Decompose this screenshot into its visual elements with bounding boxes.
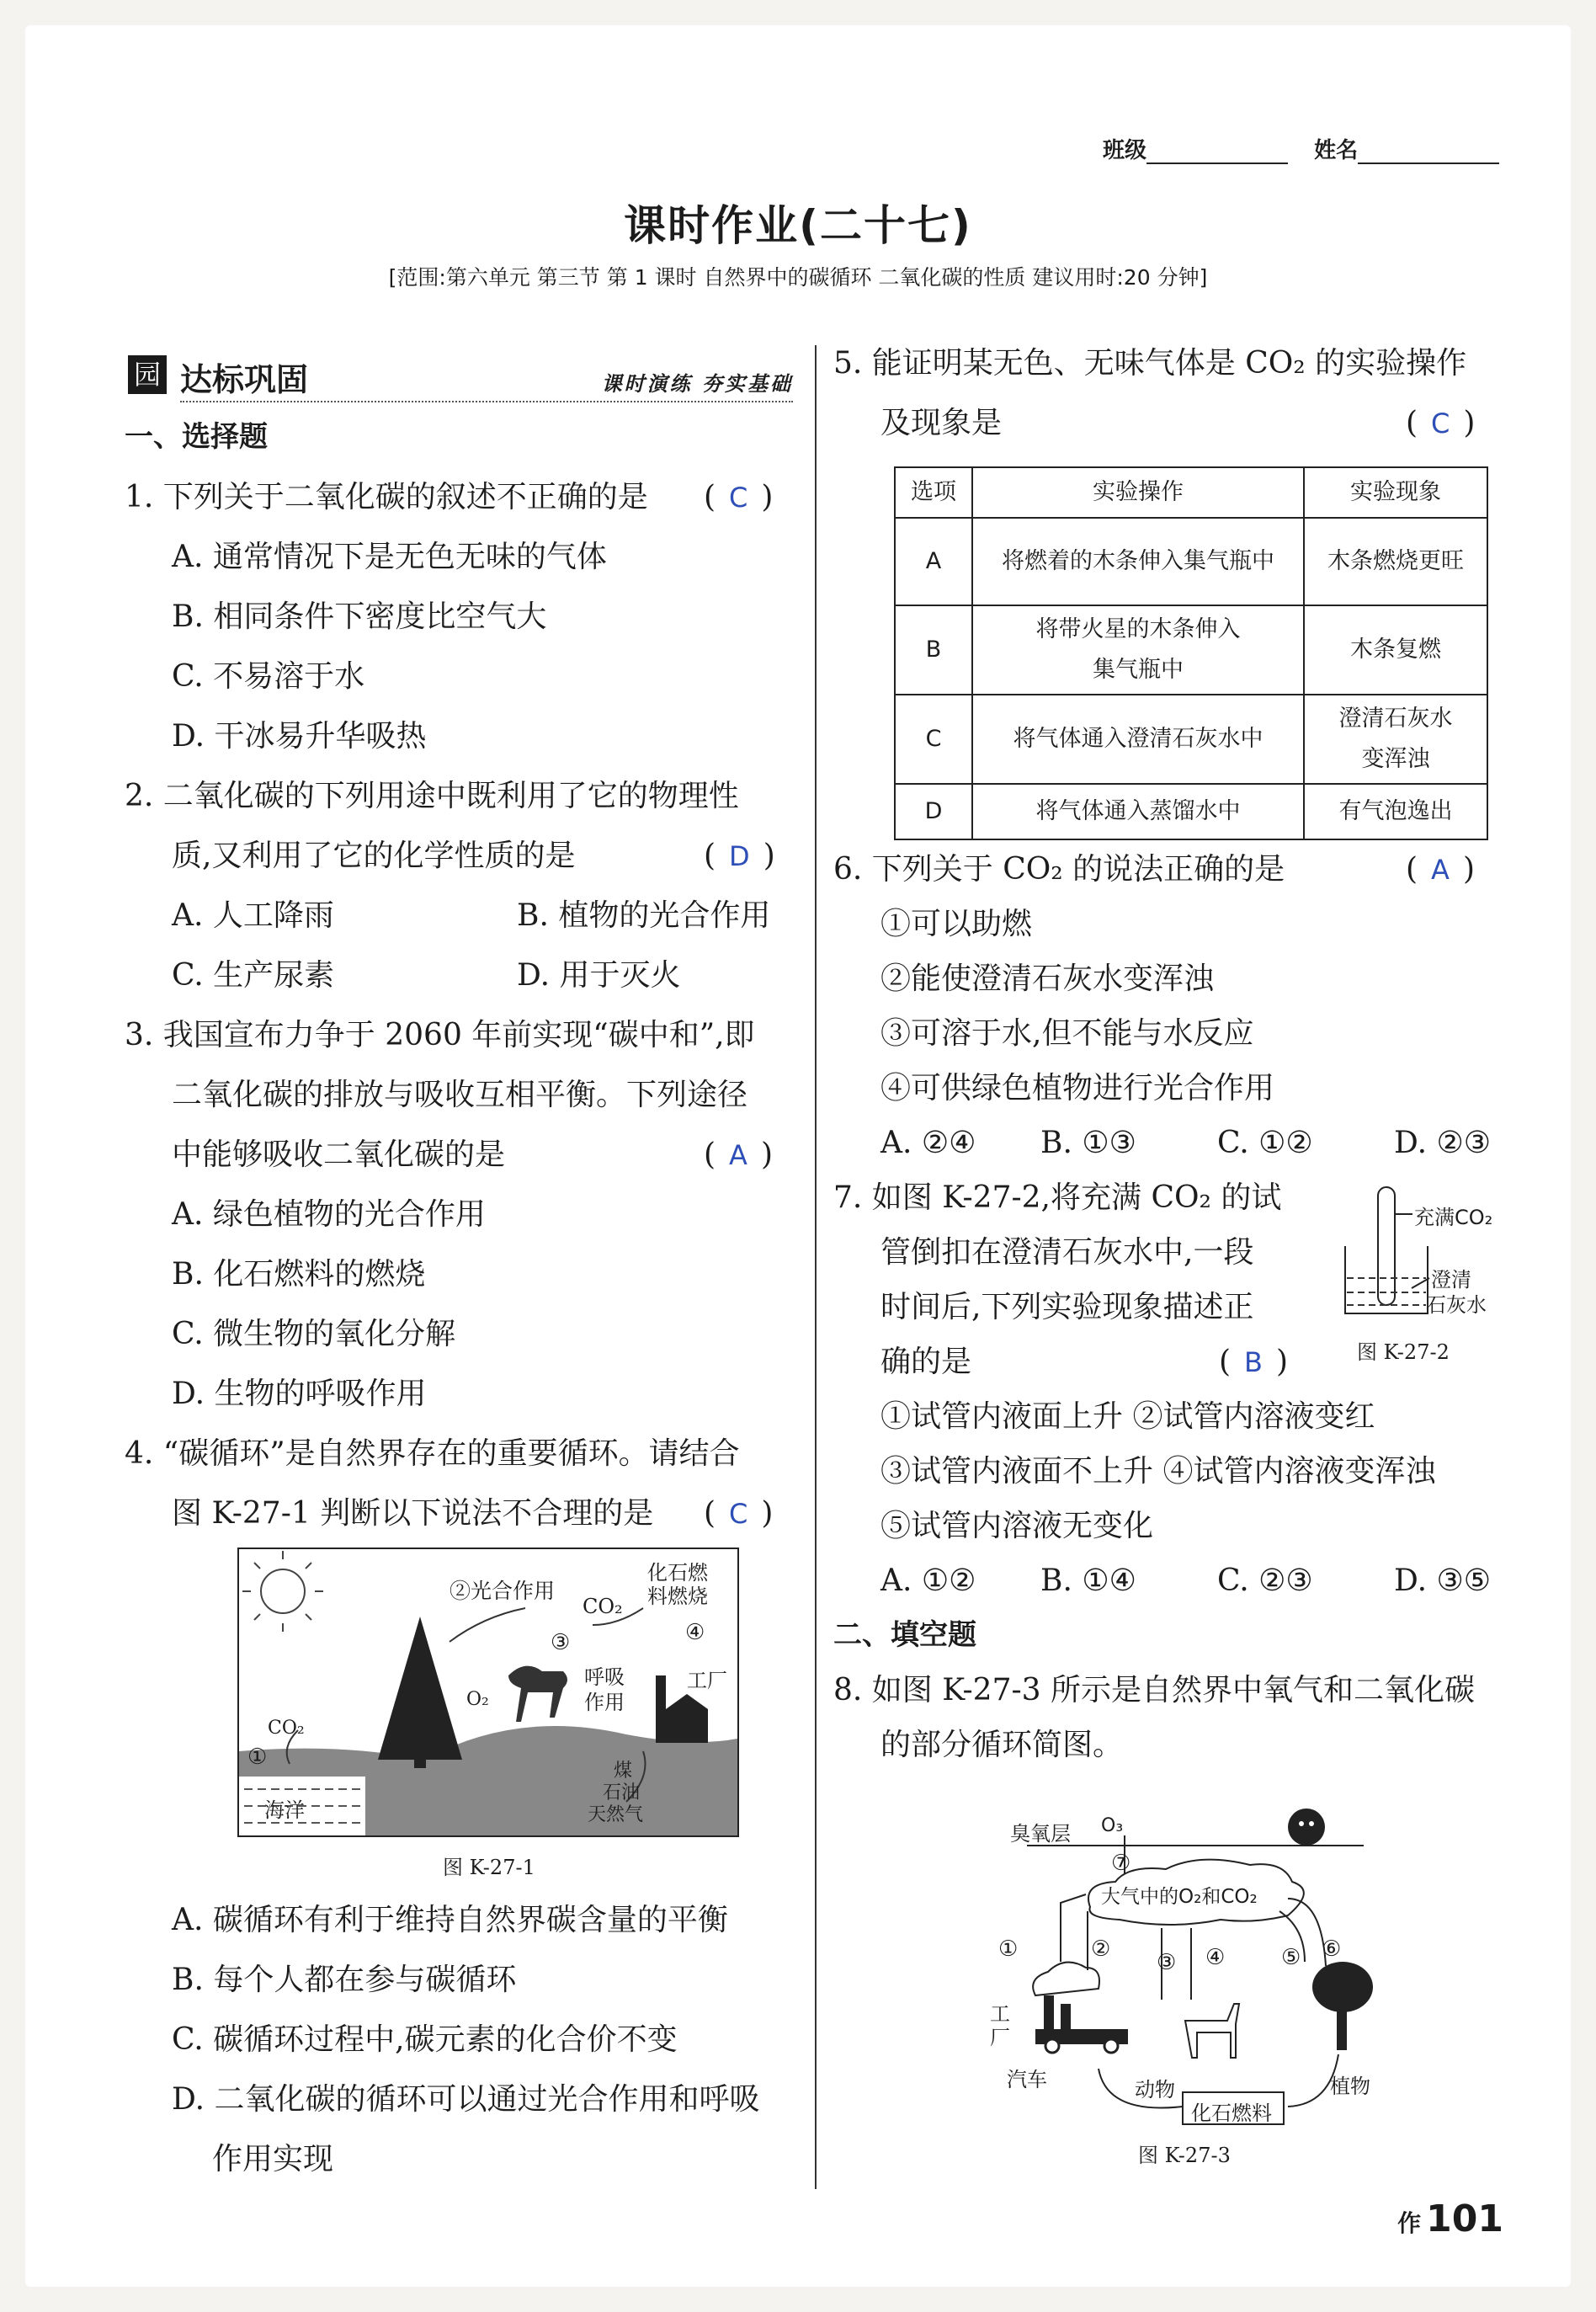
fig3-caption: 图 K-27-3 xyxy=(1138,2144,1231,2167)
q6-stem: 6. 下列关于 CO₂ 的说法正确的是 ( A ) xyxy=(833,852,1475,887)
column-divider xyxy=(815,345,817,2189)
class-input-line[interactable] xyxy=(1146,141,1288,164)
q3-option-d: D. 生物的呼吸作用 xyxy=(172,1377,427,1411)
table-cell-operation: 将气体通入蒸馏水中 xyxy=(972,784,1304,839)
section-rule xyxy=(180,401,793,402)
q1-stem: 1. 下列关于二氧化碳的叙述不正确的是 ( C ) xyxy=(125,480,774,514)
fig2-caption: 图 K-27-2 xyxy=(1357,1340,1450,1364)
q5-stem-2: 及现象是 ( C ) xyxy=(880,406,1476,440)
page-title: 课时作业(二十七) xyxy=(624,201,972,250)
table-cell-option: B xyxy=(895,605,972,695)
figure-k27-3 xyxy=(990,1802,1397,2167)
q4-stem-2: 图 K-27-1 判断以下说法不合理的是 ( C ) xyxy=(172,1496,774,1531)
q3-option-b: B. 化石燃料的燃烧 xyxy=(172,1257,426,1292)
q2-stem-1: 2. 二氧化碳的下列用途中既利用了它的物理性 xyxy=(125,779,739,813)
q7-stem-4: 确的是 ( B ) xyxy=(880,1345,1289,1379)
fig2-label-co2: 充满CO₂ xyxy=(1414,1206,1493,1229)
name-input-line[interactable] xyxy=(1358,141,1499,164)
table-header-phenomenon: 实验现象 xyxy=(1304,467,1487,518)
table-cell-phenomenon: 木条复燃 xyxy=(1304,605,1487,695)
q3-stem-3: 中能够吸收二氧化碳的是 ( A ) xyxy=(172,1137,773,1172)
fig1-label-1: ① xyxy=(247,1745,268,1770)
fig1-label-factory: 工厂 xyxy=(687,1669,727,1692)
fig1-label-co2-ocean: CO₂ xyxy=(268,1718,305,1739)
fig1-label-gas: 天然气 xyxy=(588,1804,644,1825)
fig1-label-coal: 煤 xyxy=(614,1761,633,1782)
q3-option-a: A. 绿色植物的光合作用 xyxy=(172,1197,486,1232)
q7-statement-1: ①试管内液面上升 ②试管内溶液变红 xyxy=(880,1399,1375,1434)
left-column xyxy=(125,408,806,1543)
fig1-caption: 图 K-27-1 xyxy=(443,1856,535,1879)
q8-stem-1: 8. 如图 K-27-3 所示是自然界中氧气和二氧化碳 xyxy=(833,1673,1475,1707)
q2-options-cd: C. 生产尿素 D. 用于灭火 xyxy=(172,958,681,993)
section-title: 达标巩固 xyxy=(180,361,309,398)
q4-option-c: C. 碳循环过程中,碳元素的化合价不变 xyxy=(172,2022,678,2057)
fig3-label-3: ③ xyxy=(1157,1950,1177,1975)
figure-k27-1 xyxy=(237,1548,739,1837)
fig3-label-atmosphere: 大气中的O₂和CO₂ xyxy=(1101,1886,1258,1908)
fig1-label-breath-2: 作用 xyxy=(584,1691,625,1714)
q6-answer: A xyxy=(1431,854,1450,886)
table-row xyxy=(895,605,1487,695)
fig3-label-2: ② xyxy=(1091,1936,1111,1962)
q4-stem-1: 4. “碳循环”是自然界存在的重要循环。请结合 xyxy=(125,1436,740,1471)
fig3-label-5: ⑤ xyxy=(1281,1945,1301,1970)
fig3-label-animal: 动物 xyxy=(1135,2078,1175,2102)
fig3-label-7: ⑦ xyxy=(1111,1851,1131,1876)
fig1-label-oil: 石油 xyxy=(603,1782,641,1803)
q5-stem-1: 5. 能证明某无色、无味气体是 CO₂ 的实验操作 xyxy=(833,346,1467,381)
q4-answer: C xyxy=(729,1498,748,1530)
fig3-label-1: ① xyxy=(998,1936,1019,1962)
q1-option-a: A. 通常情况下是无色无味的气体 xyxy=(172,540,607,574)
experiment-table xyxy=(894,466,1488,840)
fig3-label-o3: O₃ xyxy=(1101,1815,1124,1836)
q7-options: A. ①② B. ①④ C. ②③ D. ③⑤ xyxy=(880,1564,1492,1598)
q1-option-c: C. 不易溶于水 xyxy=(172,659,365,694)
q6-options: A. ②④ B. ①③ C. ①② D. ②③ xyxy=(880,1126,1492,1160)
left-column-lower xyxy=(125,1890,806,2189)
fig1-label-4: ④ xyxy=(685,1620,705,1645)
q6-statement-2: ②能使澄清石灰水变浑浊 xyxy=(880,962,1215,996)
q7-stem-3: 时间后,下列实验现象描述正 xyxy=(880,1290,1254,1324)
class-label: 班级 xyxy=(1103,138,1147,163)
table-header-operation: 实验操作 xyxy=(972,467,1304,518)
q2-answer: D xyxy=(729,840,750,872)
class-field xyxy=(1103,133,1499,164)
q2-options-ab: A. 人工降雨 B. 植物的光合作用 xyxy=(172,898,771,933)
section-subtitle: 课时演练 夯实基础 xyxy=(601,371,793,396)
q6-statement-4: ④可供绿色植物进行光合作用 xyxy=(880,1071,1275,1105)
q1-option-d: D. 干冰易升华吸热 xyxy=(172,719,427,754)
fig3-label-factory: 工厂 xyxy=(990,2002,1010,2049)
fig1-label-o2: O₂ xyxy=(466,1689,489,1710)
table-row xyxy=(895,784,1487,839)
fig2-label-limewater: 石灰水 xyxy=(1426,1293,1487,1317)
q3-option-c: C. 微生物的氧化分解 xyxy=(172,1317,456,1351)
section-icon: 园 xyxy=(128,355,167,394)
fig1-label-fossil-2: 料燃烧 xyxy=(647,1585,708,1608)
table-cell-phenomenon: 木条燃烧更旺 xyxy=(1304,518,1487,605)
section-header xyxy=(128,354,793,404)
name-label: 姓名 xyxy=(1314,138,1359,163)
q8-stem-2: 的部分循环简图。 xyxy=(880,1728,1124,1762)
q6-statement-1: ①可以助燃 xyxy=(880,907,1033,941)
right-column-top xyxy=(833,333,1515,453)
fig1-label-co2: CO₂ xyxy=(583,1595,623,1618)
table-cell-operation: 将燃着的木条伸入集气瓶中 xyxy=(972,518,1304,605)
fig3-label-plant: 植物 xyxy=(1330,2075,1370,2098)
table-row xyxy=(895,518,1487,605)
q4-option-a: A. 碳循环有利于维持自然界碳含量的平衡 xyxy=(172,1903,728,1937)
fig3-label-ozone: 臭氧层 xyxy=(1010,1822,1071,1846)
fig1-label-fossil-1: 化石燃 xyxy=(647,1561,708,1585)
page-number: 作 101 xyxy=(1397,2197,1503,2240)
table-cell-option: A xyxy=(895,518,972,605)
fig1-label-ocean: 海洋 xyxy=(264,1798,305,1822)
fig1-label-breath-1: 呼吸 xyxy=(584,1665,625,1689)
table-cell-phenomenon: 有气泡逸出 xyxy=(1304,784,1487,839)
table-cell-option: D xyxy=(895,784,972,839)
q3-stem-2: 二氧化碳的排放与吸收互相平衡。下列途径 xyxy=(172,1078,748,1112)
part2-heading: 二、填空题 xyxy=(833,1618,976,1652)
q7-statement-3: ⑤试管内溶液无变化 xyxy=(880,1509,1154,1543)
q7-stem-1: 7. 如图 K-27-2,将充满 CO₂ 的试 xyxy=(833,1180,1282,1215)
table-cell-phenomenon: 澄清石灰水 变浑浊 xyxy=(1304,695,1487,784)
fig1-label-3: ③ xyxy=(551,1630,571,1655)
q1-answer: C xyxy=(729,482,748,514)
q6-statement-3: ③可溶于水,但不能与水反应 xyxy=(880,1016,1254,1051)
q3-stem-1: 3. 我国宣布力争于 2060 年前实现“碳中和”,即 xyxy=(125,1018,755,1052)
table-header-option: 选项 xyxy=(895,467,972,518)
table-cell-operation: 将带火星的木条伸入 集气瓶中 xyxy=(972,605,1304,695)
q5-answer: C xyxy=(1431,408,1450,439)
q1-option-b: B. 相同条件下密度比空气大 xyxy=(172,599,547,634)
figure-k27-2 xyxy=(1340,1179,1525,1364)
fig3-label-fossil: 化石燃料 xyxy=(1191,2102,1272,2125)
q2-stem-2: 质,又利用了它的化学性质的是 ( D ) xyxy=(172,839,775,873)
range-note: [范围:第六单元 第三节 第 1 课时 自然界中的碳循环 二氧化碳的性质 建议用时:20 分钟] xyxy=(388,265,1208,290)
part1-heading: 一、选择题 xyxy=(125,420,268,454)
table-cell-operation: 将气体通入澄清石灰水中 xyxy=(972,695,1304,784)
q7-answer: B xyxy=(1244,1346,1263,1378)
fig2-label-clear: 澄清 xyxy=(1431,1268,1471,1292)
fig3-label-6: ⑥ xyxy=(1322,1936,1342,1962)
table-cell-option: C xyxy=(895,695,972,784)
table-row xyxy=(895,695,1487,784)
q4-option-d-2: 作用实现 xyxy=(212,2142,334,2176)
q7-stem-2: 管倒扣在澄清石灰水中,一段 xyxy=(880,1235,1254,1270)
fig1-label-photosynthesis: ②光合作用 xyxy=(450,1579,556,1603)
q4-option-b: B. 每个人都在参与碳循环 xyxy=(172,1963,517,1997)
q4-option-d-1: D. 二氧化碳的循环可以通过光合作用和呼吸 xyxy=(172,2082,760,2117)
fig3-label-4: ④ xyxy=(1205,1945,1226,1970)
q3-answer: A xyxy=(729,1139,747,1171)
q7-statement-2: ③试管内液面不上升 ④试管内溶液变浑浊 xyxy=(880,1454,1436,1489)
fig3-label-car: 汽车 xyxy=(1007,2068,1047,2091)
